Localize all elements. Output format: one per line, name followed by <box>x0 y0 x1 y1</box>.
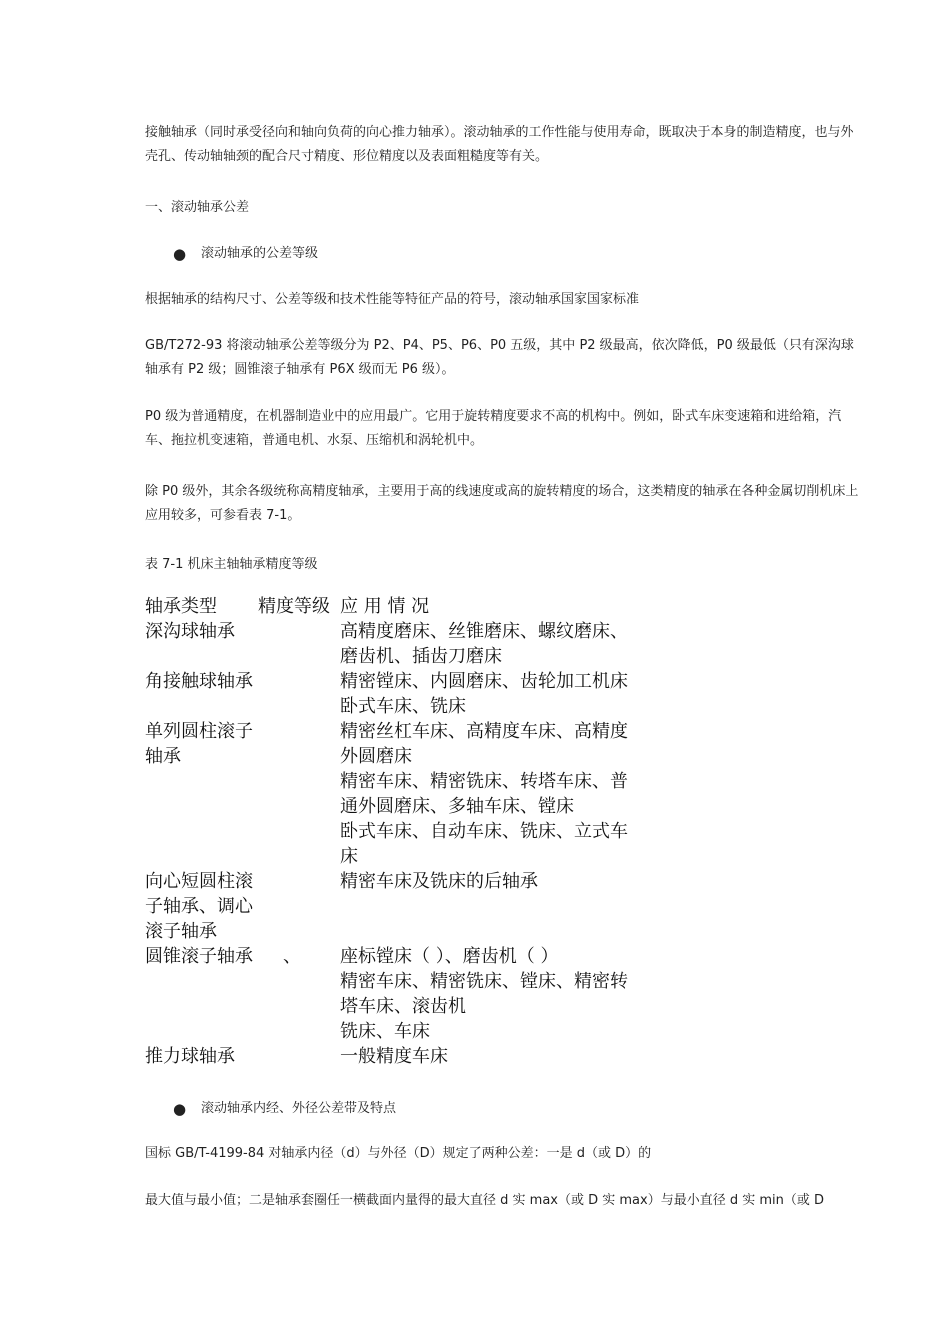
table-cell-col3: 精密车床、精密铣床、转塔车床、普 <box>340 771 628 792</box>
table-cell-col3: 高精度磨床、丝锥磨床、螺纹磨床、 <box>340 621 628 642</box>
bullet-text: 滚动轴承内经、外径公差带及特点 <box>201 1101 397 1116</box>
paragraph-diameter: 最大值与最小值；二是轴承套圈任一横截面内量得的最大直径 d 实 max（或 D 实 max）与最小直径 d 实 min（或 D <box>145 1193 825 1208</box>
table-cell-col3: 塔车床、滚齿机 <box>340 996 466 1017</box>
table-cell-col1: 子轴承、调心 <box>145 896 253 917</box>
table-caption: 表 7-1 机床主轴轴承精度等级 <box>145 557 318 572</box>
table-cell-col3: 精密车床及铣床的后轴承 <box>340 871 538 892</box>
bullet-icon: ● <box>173 1100 187 1118</box>
table-cell-col3: 精密丝杠车床、高精度车床、高精度 <box>340 721 628 742</box>
table-cell-col3: 卧式车床、自动车床、铣床、立式车 <box>340 821 628 842</box>
paragraph-high-precision: 除 P0 级外，其余各级统称高精度轴承，主要用于高的线速度或高的旋转精度的场合，这类精度的轴承在各种金属切削机床上应用较多，可参看表 7-1。 <box>145 484 859 523</box>
intro-paragraph: 接触轴承（同时承受径向和轴向负荷的向心推力轴承）。滚动轴承的工作性能与使用寿命，既取决于本身的制造精度，也与外壳孔、传动轴轴颈的配合尺寸精度、形位精度以及表面粗糙度等有关。 <box>145 125 854 164</box>
table-cell-col3: 通外圆磨床、多轴车床、镗床 <box>340 796 574 817</box>
bullet-icon: ● <box>173 245 187 263</box>
table-cell-col3: 卧式车床、铣床 <box>340 696 466 717</box>
table-cell-col1: 向心短圆柱滚 <box>145 871 253 892</box>
paragraph-p0: P0 级为普通精度，在机器制造业中的应用最广。它用于旋转精度要求不高的机构中。例如，卧式车床变速箱和进给箱，汽车、拖拉机变速箱，普通电机、水泵、压缩机和涡轮机中。 <box>145 409 842 448</box>
paragraph-tolerance: 国标 GB/T-4199-84 对轴承内径（d）与外径（D）规定了两种公差：一是 d（或 D）的 <box>145 1146 652 1161</box>
table-cell-col1: 圆锥滚子轴承 <box>145 946 253 967</box>
table-cell-col1: 推力球轴承 <box>145 1046 235 1067</box>
table-header-type: 轴承类型 <box>145 596 217 617</box>
table-cell-col3: 一般精度车床 <box>340 1046 448 1067</box>
table-cell-col3: 铣床、车床 <box>340 1021 430 1042</box>
table-cell-col1: 单列圆柱滚子 <box>145 721 253 742</box>
table-cell-col1: 轴承 <box>145 746 181 767</box>
table-header-usage: 应 用 情 况 <box>340 596 430 617</box>
table-cell-col3: 座标镗床（ ）、磨齿机（ ） <box>340 946 559 967</box>
table-cell-col1: 滚子轴承 <box>145 921 217 942</box>
table-cell-col3: 床 <box>340 846 358 867</box>
table-cell-col3: 精密镗床、内圆磨床、齿轮加工机床 <box>340 671 628 692</box>
table-cell-col1: 深沟球轴承 <box>145 621 235 642</box>
section-heading: 一、滚动轴承公差 <box>145 200 250 215</box>
table-cell-col3: 精密车床、精密铣床、镗床、精密转 <box>340 971 628 992</box>
paragraph-grades: GB/T272-93 将滚动轴承公差等级分为 P2、P4、P5、P6、P0 五级，其中 P2 级最高，依次降低，P0 级最低（只有深沟球轴承有 P2 级；圆锥滚子轴承有 P6X 级而无 P6 级）。 <box>145 338 854 377</box>
table-cell-col3: 外圆磨床 <box>340 746 412 767</box>
table-cell-col1: 角接触球轴承 <box>145 671 253 692</box>
bullet-text: 滚动轴承的公差等级 <box>201 246 319 261</box>
table-cell-col3: 磨齿机、插齿刀磨床 <box>340 646 502 667</box>
table-cell-col2: 、 <box>283 946 301 967</box>
paragraph-standard: 根据轴承的结构尺寸、公差等级和技术性能等特征产品的符号，滚动轴承国家国家标准 <box>145 292 640 307</box>
table-header-grade: 精度等级 <box>258 596 330 617</box>
